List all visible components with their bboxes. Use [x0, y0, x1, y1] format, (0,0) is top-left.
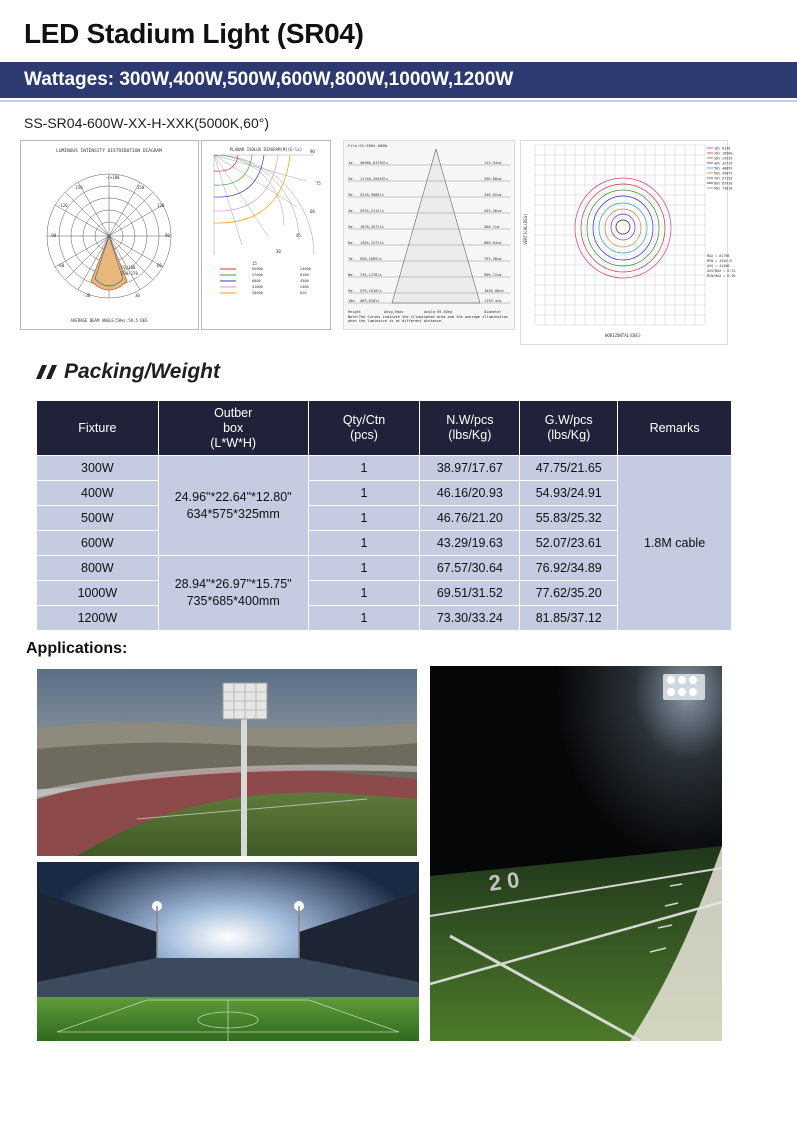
gw-cell: 55.83/25.32 — [520, 506, 618, 531]
model-number: SS-SR04-600W-XX-H-XXK(5000K,60°) — [24, 115, 269, 131]
gw-cell: 54.93/24.91 — [520, 481, 618, 506]
fixture-cell: 1200W — [37, 606, 159, 631]
svg-text:469,818lx: 469,818lx — [360, 299, 380, 303]
svg-text:15: 15 — [252, 261, 257, 266]
legend-label: 80% 65438 — [714, 181, 733, 186]
qty-cell: 1 — [308, 456, 420, 481]
packing-heading-text: Packing/Weight — [64, 360, 220, 383]
svg-text:-60: -60 — [57, 263, 65, 268]
isolux-stat: AVG = 41500 — [707, 264, 730, 268]
fixture-cell: 1000W — [37, 581, 159, 606]
polar-title: LUMINOUS INTENSITY DISTRIBUTION DIAGRAM — [56, 149, 162, 154]
svg-text:60: 60 — [157, 263, 162, 268]
polar-footer: AVERAGE BEAM ANGLE(50%):59.5 DEG — [70, 318, 148, 323]
svg-text:453.36cm: 453.36cm — [484, 209, 502, 213]
illumination-cone-diagram — [343, 140, 515, 330]
page-title: LED Stadium Light (SR04) — [24, 18, 364, 49]
svg-text:226.68cm: 226.68cm — [484, 177, 502, 181]
isolux-title: PLANAR ISOLUX DIAGRAM(M)(E-lx) — [229, 147, 303, 152]
gw-cell: 52.07/23.61 — [520, 531, 618, 556]
nw-cell: 43.29/19.63 — [420, 531, 520, 556]
qty-cell: 1 — [308, 506, 420, 531]
legend-label: 50% 40899 — [714, 166, 733, 171]
header-nw: N.W/pcs (lbs/Kg) — [420, 401, 520, 456]
cone-header: File:SS-SR04-600W — [348, 143, 387, 148]
nw-cell: 69.51/31.52 — [420, 581, 520, 606]
packing-weight-table — [36, 400, 732, 631]
isolux-xlabel: HORIZONTAL(DEG) — [604, 333, 642, 338]
cone-footer-height: Height — [348, 310, 361, 314]
qty-cell: 1 — [308, 481, 420, 506]
nw-cell: 38.97/17.67 — [420, 456, 520, 481]
svg-text:28000: 28000 — [252, 291, 263, 295]
fixture-cell: 600W — [37, 531, 159, 556]
svg-text:5218,9088lx: 5218,9088lx — [360, 193, 384, 197]
svg-text:2935,5112lx: 2935,5112lx — [360, 209, 384, 213]
fixture-cell: 800W — [37, 556, 159, 581]
svg-text:C90/270: C90/270 — [121, 271, 138, 276]
svg-text:11740,20449lx: 11740,20449lx — [360, 177, 389, 181]
gw-cell: 47.75/21.65 — [520, 456, 618, 481]
svg-text:90: 90 — [310, 149, 315, 154]
svg-text:90: 90 — [165, 233, 170, 238]
svg-text:6m: 6m — [348, 241, 353, 245]
polar-distribution-diagram — [20, 140, 199, 330]
wattages-bar — [0, 62, 797, 98]
svg-text:4300: 4300 — [300, 279, 309, 283]
double-slash-icon — [36, 361, 60, 375]
svg-text:120: 120 — [157, 203, 165, 208]
svg-text:27000: 27000 — [252, 273, 263, 277]
cone-note: Note:The Curves indicate the illuminated area and the average illumination when the luminaire is at different distance. — [348, 315, 509, 324]
qty-cell: 1 — [308, 531, 420, 556]
svg-text:680.04cm: 680.04cm — [484, 241, 502, 245]
svg-text:906.72cm: 906.72cm — [484, 273, 502, 277]
svg-text:-90: -90 — [49, 233, 57, 238]
svg-text:2 0: 2 0 — [487, 866, 521, 896]
svg-text:793.38cm: 793.38cm — [484, 257, 502, 261]
svg-text:45: 45 — [296, 233, 301, 238]
svg-text:8m: 8m — [348, 273, 353, 277]
isolux-stat: MIN/MAX = 0.05 — [707, 274, 736, 278]
svg-text:41000: 41000 — [252, 285, 263, 289]
applications-heading: Applications: — [26, 640, 128, 657]
svg-text:1m: 1m — [348, 161, 353, 165]
isolux-stat: MIN = 4340.0 — [707, 259, 732, 263]
packing-heading — [36, 360, 220, 384]
svg-text:C0/180: C0/180 — [121, 265, 136, 270]
header-fixture: Fixture — [37, 401, 159, 456]
table-header-row — [37, 401, 732, 456]
svg-text:2m: 2m — [348, 177, 353, 181]
legend-label: 60% 49079 — [714, 171, 733, 176]
isolux-ylabel: VERTICAL(DEG) — [523, 213, 528, 245]
box-size-cell: 24.96"*22.64"*12.80" 634*575*325mm — [158, 456, 308, 556]
svg-text:1878,3272lx: 1878,3272lx — [360, 225, 384, 229]
svg-text:113.34cm: 113.34cm — [484, 161, 502, 165]
svg-text:65000: 65000 — [252, 267, 263, 271]
cone-footer-diameter: Diameter — [484, 310, 502, 314]
svg-text:75: 75 — [316, 181, 321, 186]
svg-text:8180: 8180 — [300, 273, 309, 277]
gw-cell: 76.92/34.89 — [520, 556, 618, 581]
header-qty: Qty/Ctn (pcs) — [308, 401, 420, 456]
fixture-cell: 500W — [37, 506, 159, 531]
fixture-cell: 400W — [37, 481, 159, 506]
wattages-text: Wattages: 300W,400W,500W,600W,800W,1000W,1200W — [24, 69, 514, 90]
legend-label: 90% 73618 — [714, 186, 733, 191]
header-box: Outber box (L*W*H) — [158, 401, 308, 456]
qty-cell: 1 — [308, 581, 420, 606]
svg-text:-/+180: -/+180 — [105, 175, 120, 180]
gw-cell: 77.62/35.20 — [520, 581, 618, 606]
nw-cell: 46.76/21.20 — [420, 506, 520, 531]
svg-text:6000: 6000 — [252, 279, 261, 283]
legend-label: 70% 57258 — [714, 176, 733, 181]
svg-text:30: 30 — [135, 293, 140, 298]
gw-cell: 81.85/37.12 — [520, 606, 618, 631]
svg-text:150: 150 — [137, 185, 145, 190]
svg-text:-150: -150 — [73, 185, 83, 190]
svg-text:810: 810 — [300, 291, 307, 295]
box-size-cell: 28.94"*26.97"*15.75" 735*685*400mm — [158, 556, 308, 631]
qty-cell: 1 — [308, 606, 420, 631]
legend-label: 30% 24539 — [714, 156, 733, 161]
svg-text:30: 30 — [276, 249, 281, 254]
nw-cell: 46.16/20.93 — [420, 481, 520, 506]
svg-text:566.7cm: 566.7cm — [484, 225, 500, 229]
svg-text:7m: 7m — [348, 257, 353, 261]
svg-text:9m: 9m — [348, 289, 353, 293]
isolux-stat: AVG/MAX = 0.51 — [707, 269, 736, 273]
isolux-stat: MAX = 81798 — [707, 254, 730, 258]
header-gw: G.W/pcs (lbs/Kg) — [520, 401, 618, 456]
divider — [0, 100, 797, 102]
stadium-night-photo — [37, 862, 419, 1041]
svg-text:3m: 3m — [348, 193, 353, 197]
planar-isolux-diagram — [201, 140, 331, 330]
svg-text:1304,2272lx: 1304,2272lx — [360, 241, 384, 245]
stadium-daytime-photo — [37, 669, 417, 856]
svg-text:579,1010lx: 579,1010lx — [360, 289, 382, 293]
svg-text:4m: 4m — [348, 209, 353, 213]
cone-footer-angle: Angle:59.5Deg — [424, 310, 453, 314]
isolux-contour-chart — [520, 140, 736, 345]
svg-text:1020.06cm: 1020.06cm — [484, 289, 504, 293]
nw-cell: 67.57/30.64 — [420, 556, 520, 581]
cone-footer-aevg: Aevg,Emax — [384, 310, 404, 314]
table-row — [37, 456, 732, 481]
svg-text:2480: 2480 — [300, 285, 309, 289]
svg-text:5m: 5m — [348, 225, 353, 229]
fixture-cell: 300W — [37, 456, 159, 481]
svg-text:-120: -120 — [58, 203, 68, 208]
svg-text:734,1278lx: 734,1278lx — [360, 273, 382, 277]
svg-text:958,1669lx: 958,1669lx — [360, 257, 382, 261]
legend-label: 20% 16580 — [714, 151, 733, 156]
header-remarks: Remarks — [618, 401, 732, 456]
svg-text:46966,81794lx: 46966,81794lx — [360, 161, 389, 165]
nw-cell: 73.30/33.24 — [420, 606, 520, 631]
svg-text:-30: -30 — [83, 293, 91, 298]
svg-text:10m: 10m — [348, 299, 355, 303]
svg-text:340.02cm: 340.02cm — [484, 193, 502, 197]
football-field-night-photo — [430, 666, 722, 1041]
qty-cell: 1 — [308, 556, 420, 581]
svg-text:60: 60 — [310, 209, 315, 214]
remarks-cell: 1.8M cable — [618, 456, 732, 631]
svg-text:24000: 24000 — [300, 267, 311, 271]
legend-label: 40% 32719 — [714, 161, 733, 166]
legend-label: 10% 8140 — [714, 146, 731, 151]
svg-text:1133.4cm: 1133.4cm — [484, 299, 502, 303]
